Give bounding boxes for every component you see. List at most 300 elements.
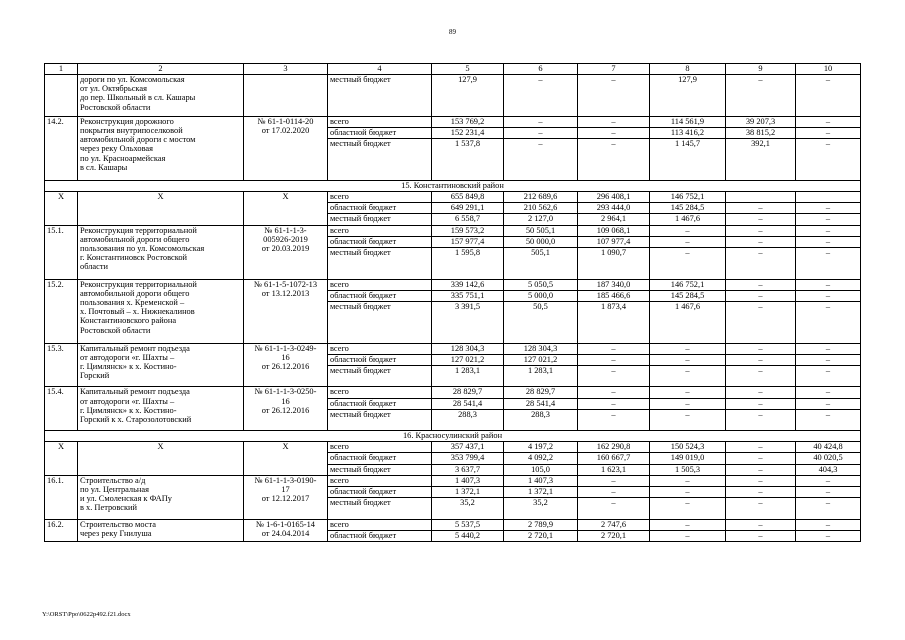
district-x-no: Х xyxy=(45,442,78,476)
object-name-line: дороги по ул. Комсомольская xyxy=(80,75,185,84)
table-row xyxy=(45,116,861,127)
district-x-doc: Х xyxy=(244,442,328,476)
amount-cell-c6: 2 127,0 xyxy=(504,214,578,225)
expertise-document xyxy=(244,116,328,180)
amount-cell-c5: 157 977,4 xyxy=(432,236,504,247)
amount-cell-c7: – xyxy=(578,387,650,398)
amount-cell-c6: 1 283,1 xyxy=(504,366,578,387)
expertise-document-line: 17 xyxy=(281,484,290,494)
object-name-line: Горский xyxy=(80,371,110,381)
amount-cell-c8: 1 145,7 xyxy=(650,139,726,181)
district-total-row xyxy=(45,442,861,453)
object-name-line: в сл. Кашары xyxy=(80,162,128,172)
object-name-line: пользования х. Кременской – xyxy=(80,297,185,307)
amount-cell-c8: 1 505,3 xyxy=(650,464,726,475)
object-name-line: Ростовской области xyxy=(80,102,151,112)
item-number: 16.1. xyxy=(45,475,78,519)
amount-cell-c6: 4 197,2 xyxy=(504,442,578,453)
funding-source: областной бюджет xyxy=(328,203,432,214)
amount-cell-c10: – xyxy=(796,343,861,354)
amount-cell-c8: 127,9 xyxy=(650,75,726,117)
expertise-document xyxy=(244,279,328,343)
amount-cell-c10: – xyxy=(796,139,861,181)
amount-cell-c5: 649 291,1 xyxy=(432,203,504,214)
amount-cell-c5: 335 751,1 xyxy=(432,290,504,301)
amount-cell-c7: 2 747,6 xyxy=(578,519,650,530)
footer-file-path: Y:\ORST\Ppo\0622p492.f21.docx xyxy=(42,611,131,618)
expertise-document-line: № 61-1-1-3-0190- xyxy=(254,475,317,485)
amount-cell-c7: 2 964,1 xyxy=(578,214,650,225)
object-name xyxy=(78,519,244,541)
item-number: 16.2. xyxy=(45,519,78,541)
amount-cell-c9: – xyxy=(726,203,796,214)
expertise-document-line: от 26.12.2016 xyxy=(261,362,310,372)
amount-cell-c10: 40 020,5 xyxy=(796,453,861,464)
funding-source: всего xyxy=(328,279,432,290)
amount-cell-c10: – xyxy=(796,354,861,365)
table-row xyxy=(45,519,861,530)
district-x-name: Х xyxy=(78,191,244,225)
funding-source: местный бюджет xyxy=(328,214,432,225)
amount-cell-c8: 1 467,6 xyxy=(650,301,726,343)
object-name-line: х. Почтовый – х. Нижнекалинов xyxy=(80,307,195,317)
column-header: 3 xyxy=(244,64,328,75)
amount-cell-c6: 50,5 xyxy=(504,301,578,343)
object-name-line: в х. Петровский xyxy=(80,503,137,513)
expertise-document-line: от 20.03.2019 xyxy=(261,243,310,253)
object-name xyxy=(78,75,244,117)
table-row xyxy=(45,475,861,486)
amount-cell-c10: – xyxy=(796,475,861,486)
amount-cell-c10: – xyxy=(796,498,861,519)
amount-cell-c9: – xyxy=(726,519,796,530)
amount-cell-c8: – xyxy=(650,530,726,541)
table-row xyxy=(45,75,861,117)
amount-cell-c6: – xyxy=(504,139,578,181)
amount-cell-c6: – xyxy=(504,116,578,127)
expertise-document xyxy=(244,225,328,279)
amount-cell-c8: – xyxy=(650,398,726,409)
amount-cell-c7: – xyxy=(578,75,650,117)
object-name-line: Строительство моста xyxy=(80,519,156,529)
amount-cell-c10: – xyxy=(796,75,861,117)
amount-cell-c5: 28 541,4 xyxy=(432,398,504,409)
amount-cell-c8: – xyxy=(650,225,726,236)
amount-cell-c9: – xyxy=(726,290,796,301)
amount-cell-c9: – xyxy=(726,225,796,236)
funding-source: всего xyxy=(328,225,432,236)
amount-cell-c10: 404,3 xyxy=(796,464,861,475)
object-name-line: по ул. Центральная xyxy=(80,484,149,494)
amount-cell-c6: 505,1 xyxy=(504,247,578,279)
object-name-line: Капитальный ремонт подъезда xyxy=(80,387,190,397)
expertise-document-line: от 12.12.2017 xyxy=(261,494,310,504)
amount-cell-c5: 3 391,5 xyxy=(432,301,504,343)
amount-cell-c5: 127,9 xyxy=(432,75,504,117)
column-header: 4 xyxy=(328,64,432,75)
funding-source: местный бюджет xyxy=(328,409,432,430)
funding-source: местный бюджет xyxy=(328,464,432,475)
object-name xyxy=(78,475,244,519)
amount-cell-c10: – xyxy=(796,486,861,497)
funding-source: областной бюджет xyxy=(328,530,432,541)
amount-cell-c10: – xyxy=(796,203,861,214)
column-header: 8 xyxy=(650,64,726,75)
expertise-document xyxy=(244,519,328,541)
amount-cell-c7: – xyxy=(578,409,650,430)
amount-cell-c8: – xyxy=(650,236,726,247)
amount-cell-c10: – xyxy=(796,530,861,541)
amount-cell-c9: – xyxy=(726,387,796,398)
amount-cell-c7: – xyxy=(578,116,650,127)
amount-cell-c8: – xyxy=(650,354,726,365)
table-body xyxy=(45,64,861,542)
amount-cell-c8: 146 752,1 xyxy=(650,191,726,202)
amount-cell-c6: 212 689,6 xyxy=(504,191,578,202)
funding-source: местный бюджет xyxy=(328,301,432,343)
amount-cell-c5: 357 437,1 xyxy=(432,442,504,453)
amount-cell-c5: 1 372,1 xyxy=(432,486,504,497)
amount-cell-c8: – xyxy=(650,247,726,279)
amount-cell-c5: 339 142,6 xyxy=(432,279,504,290)
object-name xyxy=(78,387,244,431)
amount-cell-c10: – xyxy=(796,247,861,279)
funding-source: областной бюджет xyxy=(328,453,432,464)
amount-cell-c9: – xyxy=(726,442,796,453)
object-name-line: от ул. Октябрьская xyxy=(80,84,147,94)
amount-cell-c9: – xyxy=(726,453,796,464)
amount-cell-c5: 128 304,3 xyxy=(432,343,504,354)
amount-cell-c7: 187 340,0 xyxy=(578,279,650,290)
amount-cell-c6: 50 000,0 xyxy=(504,236,578,247)
object-name-line: Ростовской области xyxy=(80,325,151,335)
amount-cell-c10: – xyxy=(796,225,861,236)
object-name-line: автомобильной дороги общего xyxy=(80,234,190,244)
amount-cell-c7: 107 977,4 xyxy=(578,236,650,247)
object-name-line: по ул. Красноармейская xyxy=(80,153,166,163)
amount-cell-c7: – xyxy=(578,486,650,497)
amount-cell-c10: – xyxy=(796,214,861,225)
amount-cell-c9: – xyxy=(726,279,796,290)
amount-cell-c7: 160 667,7 xyxy=(578,453,650,464)
amount-cell-c7: – xyxy=(578,343,650,354)
amount-cell-c7: – xyxy=(578,398,650,409)
funding-source: областной бюджет xyxy=(328,127,432,138)
amount-cell-c6: 1 407,3 xyxy=(504,475,578,486)
amount-cell-c5: 35,2 xyxy=(432,498,504,519)
amount-cell-c9: – xyxy=(726,236,796,247)
funding-source: местный бюджет xyxy=(328,75,432,117)
amount-cell-c10: – xyxy=(796,236,861,247)
funding-source: областной бюджет xyxy=(328,398,432,409)
district-title: 16. Красносулинский район xyxy=(45,431,861,442)
district-header-row xyxy=(45,180,861,191)
header-row xyxy=(45,64,861,75)
expertise-document-line: № 61-1-5-1072-13 xyxy=(253,279,318,289)
amount-cell-c7: – xyxy=(578,354,650,365)
object-name-line: через реку Ольховая xyxy=(80,144,153,154)
amount-cell-c5: 152 231,4 xyxy=(432,127,504,138)
object-name xyxy=(78,225,244,279)
amount-cell-c10: – xyxy=(796,398,861,409)
funding-source: всего xyxy=(328,442,432,453)
amount-cell-c5: 1 595,8 xyxy=(432,247,504,279)
item-number xyxy=(45,75,78,117)
amount-cell-c8: – xyxy=(650,486,726,497)
object-name-line: покрытия внутрипоселковой xyxy=(80,126,183,135)
district-x-doc: Х xyxy=(244,191,328,225)
funding-source: местный бюджет xyxy=(328,498,432,519)
amount-cell-c10 xyxy=(796,191,861,202)
amount-cell-c10: – xyxy=(796,116,861,127)
amount-cell-c9: – xyxy=(726,409,796,430)
column-header: 7 xyxy=(578,64,650,75)
amount-cell-c5: 28 829,7 xyxy=(432,387,504,398)
amount-cell-c7: 162 290,8 xyxy=(578,442,650,453)
amount-cell-c9 xyxy=(726,191,796,202)
amount-cell-c9: – xyxy=(726,366,796,387)
amount-cell-c9: 39 207,3 xyxy=(726,116,796,127)
object-name xyxy=(78,343,244,387)
amount-cell-c6: 1 372,1 xyxy=(504,486,578,497)
amount-cell-c8: 150 524,3 xyxy=(650,442,726,453)
amount-cell-c6: 288,3 xyxy=(504,409,578,430)
object-name-line: от автодороги «г. Шахты – xyxy=(80,352,175,362)
expertise-document-line: от 26.12.2016 xyxy=(261,405,310,415)
column-header: 5 xyxy=(432,64,504,75)
object-name-line: Горский к х. Старозолотовский xyxy=(80,415,192,425)
district-title: 15. Константиновский район xyxy=(45,180,861,191)
amount-cell-c10: – xyxy=(796,519,861,530)
amount-cell-c8: – xyxy=(650,387,726,398)
amount-cell-c6: 28 541,4 xyxy=(504,398,578,409)
column-header: 9 xyxy=(726,64,796,75)
amount-cell-c7: 1 623,1 xyxy=(578,464,650,475)
amount-cell-c6: 35,2 xyxy=(504,498,578,519)
item-number: 15.2. xyxy=(45,279,78,343)
amount-cell-c9: – xyxy=(726,247,796,279)
expertise-document xyxy=(244,343,328,387)
funding-source: всего xyxy=(328,191,432,202)
amount-cell-c9: – xyxy=(726,398,796,409)
expertise-document-line: от 13.12.2013 xyxy=(261,288,310,298)
amount-cell-c9: 392,1 xyxy=(726,139,796,181)
funding-source: всего xyxy=(328,116,432,127)
amount-cell-c7: 293 444,0 xyxy=(578,203,650,214)
amount-cell-c8: 1 467,6 xyxy=(650,214,726,225)
item-number: 15.1. xyxy=(45,225,78,279)
amount-cell-c6: 210 562,6 xyxy=(504,203,578,214)
amount-cell-c9: – xyxy=(726,214,796,225)
amount-cell-c6: – xyxy=(504,75,578,117)
amount-cell-c5: 6 558,7 xyxy=(432,214,504,225)
amount-cell-c9: – xyxy=(726,498,796,519)
amount-cell-c7: – xyxy=(578,366,650,387)
object-name-line: пользования по ул. Комсомольская xyxy=(80,243,205,253)
amount-cell-c8: 145 284,5 xyxy=(650,203,726,214)
expertise-document-line: 16 xyxy=(281,352,290,362)
amount-cell-c10: – xyxy=(796,366,861,387)
amount-cell-c8: – xyxy=(650,366,726,387)
amount-cell-c6: 50 505,1 xyxy=(504,225,578,236)
amount-cell-c7: 296 408,1 xyxy=(578,191,650,202)
amount-cell-c8: – xyxy=(650,475,726,486)
amount-cell-c5: 655 849,8 xyxy=(432,191,504,202)
amount-cell-c7: 109 068,1 xyxy=(578,225,650,236)
expertise-document-line: № 61-1-1-3-0249- xyxy=(254,343,317,353)
amount-cell-c7: – xyxy=(578,498,650,519)
funding-source: областной бюджет xyxy=(328,290,432,301)
item-number: 14.2. xyxy=(45,116,78,180)
amount-cell-c9: – xyxy=(726,464,796,475)
object-name-line: и ул. Смоленская к ФАПу xyxy=(80,494,172,504)
expertise-document-line: № 61-1-1-3-0250- xyxy=(254,387,317,397)
amount-cell-c10: 40 424,8 xyxy=(796,442,861,453)
object-name-line: г. Цимлянск» к х. Костино- xyxy=(80,405,177,415)
amount-cell-c10: – xyxy=(796,279,861,290)
expertise-document-line: № 61-1-1-3- xyxy=(264,225,307,235)
object-name xyxy=(78,116,244,180)
object-name-line: области xyxy=(80,262,108,272)
expertise-document xyxy=(244,475,328,519)
amount-cell-c6: 5 000,0 xyxy=(504,290,578,301)
budget-table xyxy=(44,63,861,542)
amount-cell-c5: 3 637,7 xyxy=(432,464,504,475)
table-row xyxy=(45,387,861,398)
item-number: 15.4. xyxy=(45,387,78,431)
district-x-name: Х xyxy=(78,442,244,476)
amount-cell-c8: – xyxy=(650,498,726,519)
amount-cell-c7: – xyxy=(578,139,650,181)
amount-cell-c9: – xyxy=(726,354,796,365)
amount-cell-c5: 159 573,2 xyxy=(432,225,504,236)
amount-cell-c9: – xyxy=(726,301,796,343)
amount-cell-c5: 1 407,3 xyxy=(432,475,504,486)
amount-cell-c6: 105,0 xyxy=(504,464,578,475)
object-name-line: Реконструкция территориальной xyxy=(80,225,197,235)
funding-source: местный бюджет xyxy=(328,247,432,279)
amount-cell-c8: 113 416,2 xyxy=(650,127,726,138)
amount-cell-c9: – xyxy=(726,75,796,117)
object-name-line: до пер. Школьный в сл. Кашары xyxy=(80,93,196,103)
table-row xyxy=(45,279,861,290)
amount-cell-c9: 38 815,2 xyxy=(726,127,796,138)
funding-source: всего xyxy=(328,343,432,354)
amount-cell-c5: 288,3 xyxy=(432,409,504,430)
object-name-line: Константиновского района xyxy=(80,316,177,326)
amount-cell-c8: 114 561,9 xyxy=(650,116,726,127)
amount-cell-c10: – xyxy=(796,127,861,138)
amount-cell-c6: 128 304,3 xyxy=(504,343,578,354)
amount-cell-c7: 1 090,7 xyxy=(578,247,650,279)
expertise-document-line: № 1-6-1-0165-14 xyxy=(256,519,315,529)
amount-cell-c7: 1 873,4 xyxy=(578,301,650,343)
amount-cell-c5: 1 537,8 xyxy=(432,139,504,181)
amount-cell-c9: – xyxy=(726,530,796,541)
amount-cell-c5: 153 769,2 xyxy=(432,116,504,127)
column-header: 10 xyxy=(796,64,861,75)
amount-cell-c5: 5 537,5 xyxy=(432,519,504,530)
funding-source: областной бюджет xyxy=(328,236,432,247)
amount-cell-c5: 5 440,2 xyxy=(432,530,504,541)
expertise-document-line: от 17.02.2020 xyxy=(261,126,310,135)
object-name-line: г. Константиновск Ростовской xyxy=(80,253,188,263)
funding-source: областной бюджет xyxy=(328,486,432,497)
object-name-line: автомобильной дороги общего xyxy=(80,288,190,298)
object-name-line: Реконструкция дорожного xyxy=(80,116,174,126)
object-name-line: от автодороги «г. Шахты – xyxy=(80,396,175,406)
column-header: 2 xyxy=(78,64,244,75)
amount-cell-c6: 28 829,7 xyxy=(504,387,578,398)
funding-source: всего xyxy=(328,387,432,398)
expertise-document-line: от 24.04.2014 xyxy=(261,528,310,538)
amount-cell-c8: – xyxy=(650,409,726,430)
object-name-line: Капитальный ремонт подъезда xyxy=(80,343,190,353)
amount-cell-c10: – xyxy=(796,387,861,398)
amount-cell-c5: 353 799,4 xyxy=(432,453,504,464)
object-name-line: г. Цимлянск» к х. Костино- xyxy=(80,362,177,372)
expertise-document-line: 16 xyxy=(281,396,290,406)
amount-cell-c10: – xyxy=(796,290,861,301)
amount-cell-c6: 127 021,2 xyxy=(504,354,578,365)
amount-cell-c9: – xyxy=(726,475,796,486)
object-name-line: через реку Гнилуша xyxy=(80,528,152,538)
object-name-line: Строительство а/д xyxy=(80,475,146,485)
amount-cell-c8: 145 284,5 xyxy=(650,290,726,301)
expertise-document-line: № 61-1-0114-20 xyxy=(257,116,314,126)
amount-cell-c6: 2 789,9 xyxy=(504,519,578,530)
funding-source: местный бюджет xyxy=(328,139,432,181)
funding-source: всего xyxy=(328,475,432,486)
table-row xyxy=(45,225,861,236)
district-header-row xyxy=(45,431,861,442)
funding-source: местный бюджет xyxy=(328,366,432,387)
amount-cell-c8: – xyxy=(650,343,726,354)
amount-cell-c9: – xyxy=(726,486,796,497)
expertise-document xyxy=(244,387,328,431)
amount-cell-c6: – xyxy=(504,127,578,138)
column-header: 6 xyxy=(504,64,578,75)
amount-cell-c8: 146 752,1 xyxy=(650,279,726,290)
amount-cell-c7: 185 466,6 xyxy=(578,290,650,301)
funding-source: всего xyxy=(328,519,432,530)
column-header: 1 xyxy=(45,64,78,75)
amount-cell-c5: 127 021,2 xyxy=(432,354,504,365)
amount-cell-c9: – xyxy=(726,343,796,354)
amount-cell-c8: 149 019,0 xyxy=(650,453,726,464)
amount-cell-c7: – xyxy=(578,475,650,486)
table-row xyxy=(45,343,861,354)
amount-cell-c10: – xyxy=(796,409,861,430)
district-x-no: Х xyxy=(45,191,78,225)
expertise-document-line: 005926-2019 xyxy=(263,234,308,244)
amount-cell-c6: 4 092,2 xyxy=(504,453,578,464)
amount-cell-c5: 1 283,1 xyxy=(432,366,504,387)
amount-cell-c7: – xyxy=(578,127,650,138)
district-total-row xyxy=(45,191,861,202)
object-name xyxy=(78,279,244,343)
object-name-line: автомобильной дороги с мостом xyxy=(80,135,196,145)
item-number: 15.3. xyxy=(45,343,78,387)
funding-source: областной бюджет xyxy=(328,354,432,365)
amount-cell-c6: 2 720,1 xyxy=(504,530,578,541)
amount-cell-c7: 2 720,1 xyxy=(578,530,650,541)
amount-cell-c8: – xyxy=(650,519,726,530)
amount-cell-c10: – xyxy=(796,301,861,343)
amount-cell-c6: 5 050,5 xyxy=(504,279,578,290)
expertise-document xyxy=(244,75,328,117)
object-name-line: Реконструкция территориальной xyxy=(80,279,197,289)
